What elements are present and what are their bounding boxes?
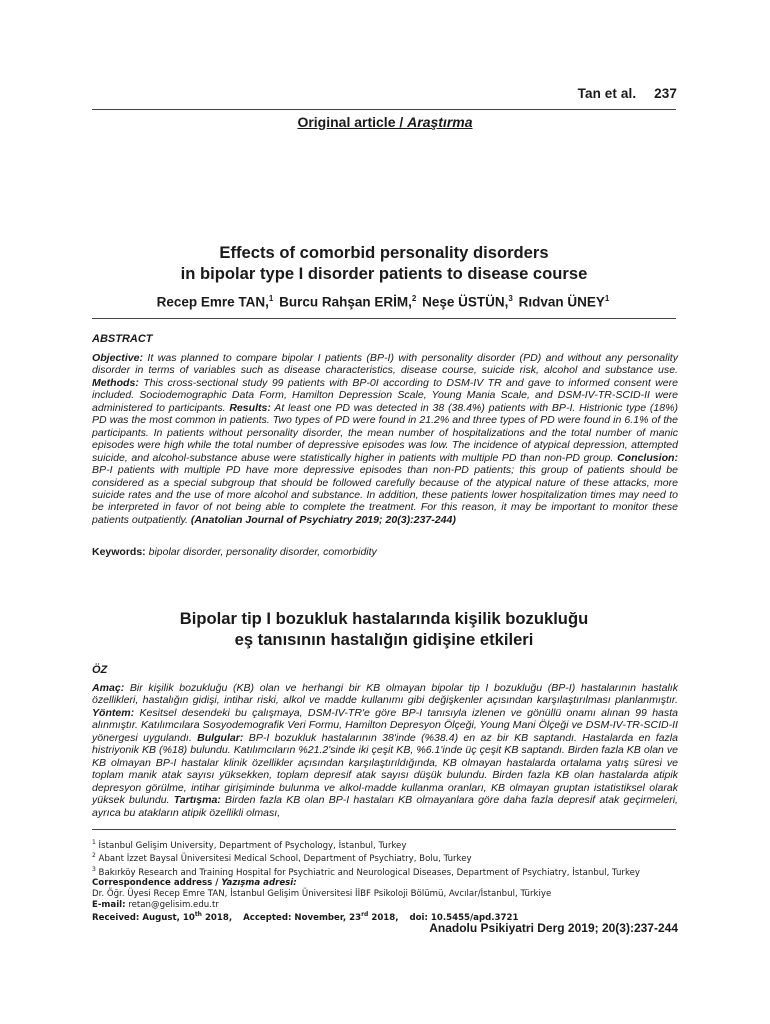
received-ordinal: th bbox=[194, 911, 202, 919]
journal-citation: (Anatolian Journal of Psychiatry 2019; 20(3):237-244) bbox=[187, 513, 456, 526]
english-title-line-2: in bipolar type I disorder patients to disease course bbox=[180, 264, 588, 283]
received-year: 2018, bbox=[201, 913, 233, 923]
author-list bbox=[92, 294, 676, 310]
affiliation-3 bbox=[92, 865, 682, 878]
keywords-text: bipolar disorder, personality disorder, comorbidity bbox=[145, 546, 377, 558]
author-affiliation: 2 bbox=[411, 294, 417, 303]
tartisma-text: Birden fazla KB olan BP-I hastaları KB olmayanlara göre daha fazla depresif atak geçirmeleri, ayrıca bu atakların atipik özellikli olması, bbox=[92, 794, 678, 819]
affiliation-2 bbox=[92, 851, 682, 864]
yontem-label: Yöntem: bbox=[92, 706, 135, 719]
author-affiliation: 1 bbox=[604, 294, 610, 303]
oz-body bbox=[92, 682, 678, 819]
affiliation-number: 2 bbox=[92, 852, 96, 860]
author-affiliation: 1 bbox=[268, 294, 274, 303]
footnote-rule bbox=[92, 829, 676, 830]
correspondence-label-tr: Yazışma adresi: bbox=[221, 878, 297, 889]
affiliation-text: Abant İzzet Baysal Üniversitesi Medical School, Department of Psychiatry, Bolu, Turkey bbox=[95, 854, 472, 865]
english-title-line-1: Effects of comorbid personality disorders bbox=[219, 243, 549, 262]
received-date: Received: August, 10 bbox=[92, 913, 195, 923]
objective-label: Objective: bbox=[92, 352, 143, 364]
accepted-year: 2018, bbox=[368, 913, 399, 923]
page-number: 237 bbox=[654, 86, 677, 101]
abstract-heading: ABSTRACT bbox=[92, 333, 153, 345]
accepted-date: Accepted: November, 23 bbox=[243, 913, 362, 923]
correspondence-label: Correspondence address / bbox=[92, 878, 222, 889]
turkish-title-line-2: eş tanısının hastalığın gidişine etkileri bbox=[234, 630, 534, 649]
author-name: Burcu Rahşan ERİM, bbox=[279, 294, 412, 310]
conclusion-text: BP-I patients with multiple PD have more depressive episodes than non-PD patients; this group of patients should be considered as a special subgroup that should be followed carefully because of the atypical nature of these attacks, more suicide rates and the use of more alcohol and substance. In addition, these patients lower hospitalization times may need to be interpreted in favor of not being able to complete the treatment. For this reason, it may be important to monitor these patients outpatiently. bbox=[92, 464, 678, 526]
results-text: At least one PD was detected in 38 (38.4%) patients with BP-I. Histrionic type (18%) PD was the most common in patients. Two types of PD were found in 21.2% and three types of PD were found in 6.1% of the participants. In patients without personality disorder, the mean number of hospitalizations and the total number of manic episodes were high while the total number of depressive episodes was low. The incidence of atypical depression, attempted suicide, and alcohol-substance abuse were statistically higher in patients with multiple PD than non-PD group. bbox=[92, 401, 679, 464]
turkish-title bbox=[92, 608, 676, 650]
author-name: Rıdvan ÜNEY bbox=[518, 294, 605, 310]
bulgular-text: BP-I bozukluk hastalarının 38'inde (%38.4) en az bir KB saptandı. Hastalarda en fazla histriyonik KB (%18) bulundu. Katılımcıların %21.2'sinde iki çeşit KB, %6.1'inde üç çeşit KB saptandı. Birden fazla KB olan ve KB olmayan BP-I hastalar klinik özellikler açısından karşılaştırıldığında, KB olmayan hastalarda ortalama yatış süresi ve toplam manik atak sayısı yüksekken, toplam depresif atak sayısı düşük bulundu. Birden fazla KB olan hastalarda atipik depresyon görülme, intihar girişiminde bulunma ve alkol-madde kullanma oranları, KB olmayan gruptan istatistiksel olarak yüksek bulundu. bbox=[92, 731, 679, 807]
tartisma-label: Tartışma: bbox=[169, 794, 221, 807]
correspondence-address: Dr. Öğr. Üyesi Recep Emre TAN, İstanbul Gelişim Üniversitesi İİBF Psikoloji Bölümü, Avcılar/İstanbul, Türkiye bbox=[92, 888, 552, 899]
keywords-label: Keywords: bbox=[92, 546, 146, 558]
article-type bbox=[0, 114, 770, 130]
email-label: E-mail: bbox=[92, 899, 126, 910]
amac-text: Bir kişilik bozukluğu (KB) olan ve herhangi bir KB olmayan bipolar tip I bozukluğu (BP-I) hastalarının hastalık özellikleri, hastalığın gidişi, intihar riski, alkol ve madde kullanımı gibi değişkenler açısından karşılaştırılması planlanmıştır. bbox=[92, 682, 678, 707]
affiliation-number: 1 bbox=[92, 839, 96, 846]
amac-label: Amaç: bbox=[92, 682, 125, 694]
header-rule bbox=[92, 109, 676, 110]
turkish-title-line-1: Bipolar tip I bozukluk hastalarında kişilik bozukluğu bbox=[179, 609, 589, 628]
affiliation-text: Bakırköy Research and Training Hospital for Psychiatric and Neurological Diseases, Department of Psychiatry, İstanbul, Turkey bbox=[95, 867, 641, 878]
oz-heading: ÖZ bbox=[92, 664, 108, 676]
correspondence-heading bbox=[92, 878, 682, 889]
abstract-body bbox=[92, 352, 678, 526]
yontem-text: Kesitsel desendeki bu çalışmaya, DSM-IV-TR'e göre BP-I tanısıyla izlenen ve gönüllü onamı alınan 99 hasta alınmıştır. Katılımcılara Sosyodemografik Veri Formu, Hamilton Depresyon Ölçeği, Young Mani Ölçeği ve DSM-IV-TR-SCID-II yönergesi uygulandı. bbox=[92, 706, 678, 744]
bulgular-label: Bulgular: bbox=[191, 731, 244, 744]
affiliation-1 bbox=[92, 838, 682, 851]
journal-reference: Anadolu Psikiyatri Derg 2019; 20(3):237-244 bbox=[429, 921, 678, 935]
author-name: Neşe ÜSTÜN, bbox=[422, 294, 509, 310]
affiliation-number: 3 bbox=[92, 865, 96, 873]
email-address: retan@gelisim.edu.tr bbox=[125, 899, 219, 910]
methods-label: Methods: bbox=[92, 376, 139, 389]
doi: doi: 10.5455/apd.3721 bbox=[409, 913, 519, 923]
email-line bbox=[92, 900, 682, 911]
affiliation-text: İstanbul Gelişim University, Department of Psychology, İstanbul, Turkey bbox=[95, 840, 407, 851]
footnotes bbox=[92, 838, 682, 924]
running-header bbox=[578, 86, 677, 101]
author-rule bbox=[92, 318, 676, 319]
accepted-ordinal: rd bbox=[361, 911, 369, 919]
keywords-line bbox=[92, 546, 678, 558]
running-header-authors: Tan et al. bbox=[577, 86, 637, 101]
article-type-english: Original article bbox=[297, 114, 396, 130]
article-type-turkish: Araştırma bbox=[407, 114, 473, 130]
author-name: Recep Emre TAN, bbox=[156, 294, 269, 310]
article-type-separator: / bbox=[395, 114, 408, 130]
english-title bbox=[92, 242, 676, 284]
results-label: Results: bbox=[225, 401, 271, 414]
methods-text: This cross-sectional study 99 patients with BP-0I according to DSM-IV TR and gave to informed consent were included. Sociodemographic Data Form, Hamilton Depression Scale, Young Mania Scale, and DSM-IV-TR-SCID-II were administered to participants. bbox=[92, 376, 678, 414]
objective-text: It was planned to compare bipolar I patients (BP-I) with personality disorder (PD) and without any personality disorder in terms of variables such as disease characteristics, disease course, suicide risk, alcohol and substance use. bbox=[92, 352, 678, 377]
author-affiliation: 3 bbox=[508, 294, 513, 303]
conclusion-label: Conclusion: bbox=[613, 451, 678, 464]
